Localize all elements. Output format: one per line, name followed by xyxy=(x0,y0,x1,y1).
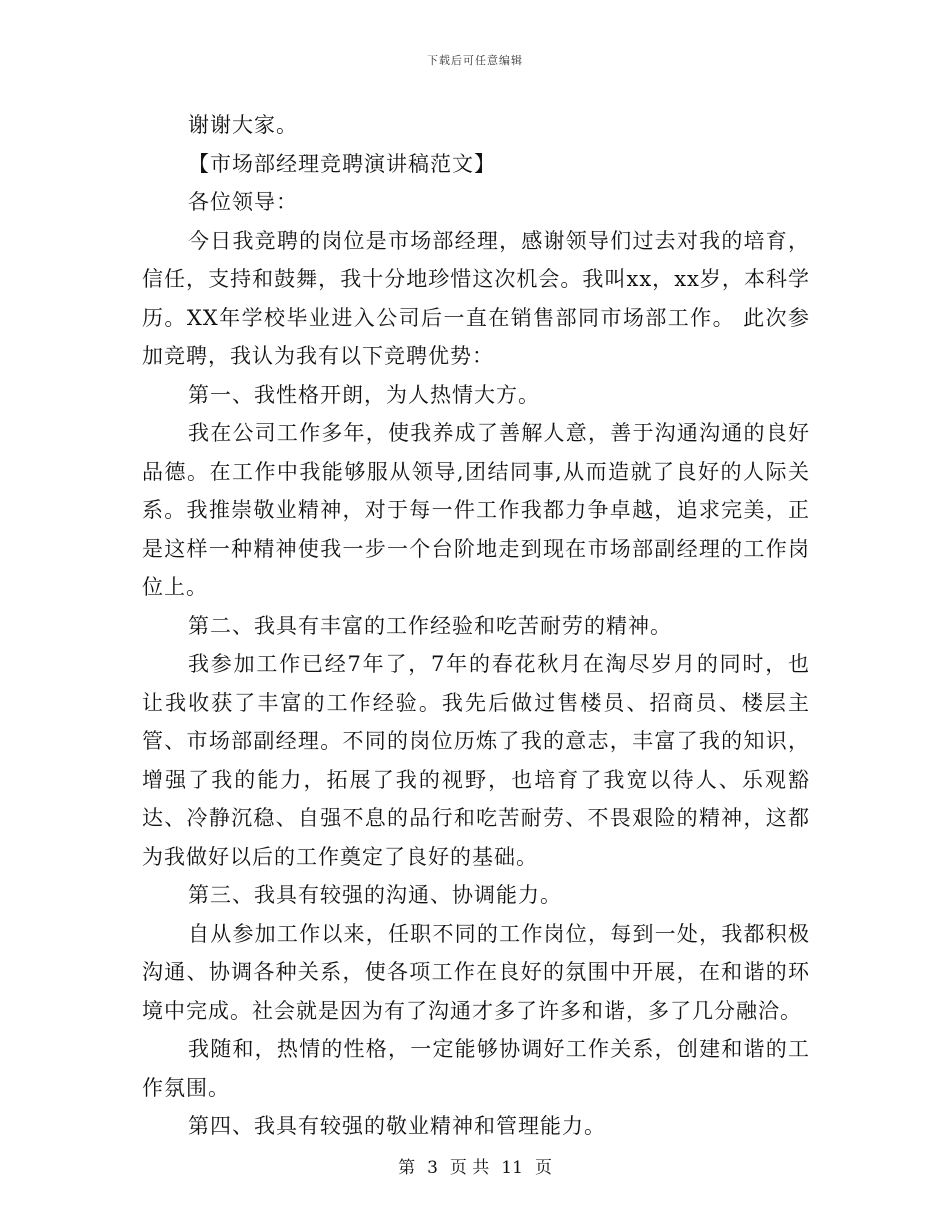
footer-middle: 页 共 xyxy=(449,1158,490,1178)
document-body xyxy=(142,106,810,1146)
point-1-body: 我在公司工作多年，使我养成了善解人意，善于沟通沟通的良好品德。在工作中我能够服从领导,团结同事,从而造就了良好的人际关系。我推崇敬业精神，对于每一件工作我都力争卓越，追求完美，正是这样一种精神使我一步一个台阶地走到现在市场部副经理的工作岗位上。 xyxy=(142,421,810,599)
point-2-body: 我参加工作已经7年了，7年的春花秋月在淘尽岁月的同时，也让我收获了丰富的工作经验。我先后做过售楼员、招商员、楼层主管、市场部副经理。不同的岗位历炼了我的意志，丰富了我的知识，增强了我的能力，拓展了我的视野，也培育了我宽以待人、乐观豁达、冷静沉稳、自强不息的品行和吃苦耐劳、不畏艰险的精神，这都为我做好以后的工作奠定了良好的基础。 xyxy=(142,652,810,869)
point-2-heading: 第二、我具有丰富的工作经验和吃苦耐劳的精神。 xyxy=(188,613,672,638)
point-1-heading: 第一、我性格开朗，为人热情大方。 xyxy=(188,382,540,407)
point-3-heading: 第三、我具有较强的沟通、协调能力。 xyxy=(188,883,562,907)
salutation: 各位领导： xyxy=(188,190,298,214)
paragraph-intro: 今日我竞聘的岗位是市场部经理，感谢领导们过去对我的培育，信任，支持和鼓舞，我十分地珍惜这次机会。我叫xx，xx岁，本科学历。XX年学校毕业进入公司后一直在销售部同市场部工作。 此次参加竞聘，我认为我有以下竞聘优势： xyxy=(142,228,810,368)
page-footer xyxy=(0,1153,950,1178)
footer-prefix: 第 xyxy=(398,1158,416,1178)
page-header: 下载后可任意编辑 xyxy=(427,54,523,67)
total-page-count: 11 xyxy=(501,1158,523,1178)
footer-suffix: 页 xyxy=(534,1158,552,1178)
point-3-body: 自从参加工作以来，任职不同的工作岗位，每到一处，我都积极沟通、协调各种关系，使各项工作在良好的氛围中开展，在和谐的环境中完成。社会就是因为有了沟通才多了许多和谐，多了几分融洽。 xyxy=(142,921,810,1023)
point-4-heading: 第四、我具有较强的敬业精神和管理能力。 xyxy=(188,1114,606,1138)
section-title: 【市场部经理竞聘演讲稿范文】 xyxy=(188,151,496,176)
point-3-body-continued: 我随和，热情的性格，一定能够协调好工作关系，创建和谐的工作氛围。 xyxy=(142,1037,810,1100)
current-page-number: 3 xyxy=(427,1158,438,1178)
paragraph-thanks: 谢谢大家。 xyxy=(188,113,298,137)
